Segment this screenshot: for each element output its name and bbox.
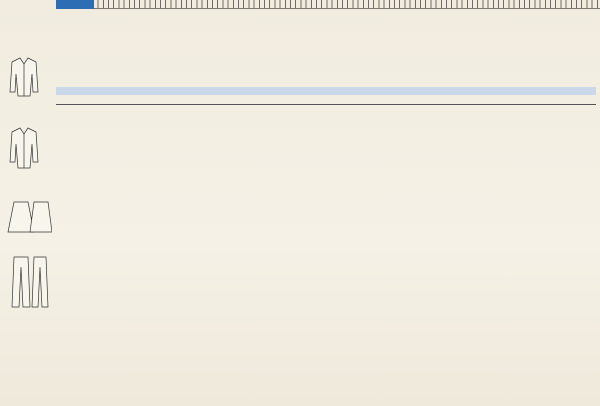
quick-badge bbox=[56, 0, 94, 9]
body-measurements bbox=[56, 64, 596, 86]
ruler-numbers bbox=[56, 0, 600, 9]
pants-figure-1 bbox=[12, 257, 48, 307]
garment-figures bbox=[6, 52, 52, 352]
jacket-figure-2 bbox=[10, 128, 38, 168]
jacket-figure-1 bbox=[10, 58, 38, 96]
skirt-figure bbox=[8, 202, 52, 232]
